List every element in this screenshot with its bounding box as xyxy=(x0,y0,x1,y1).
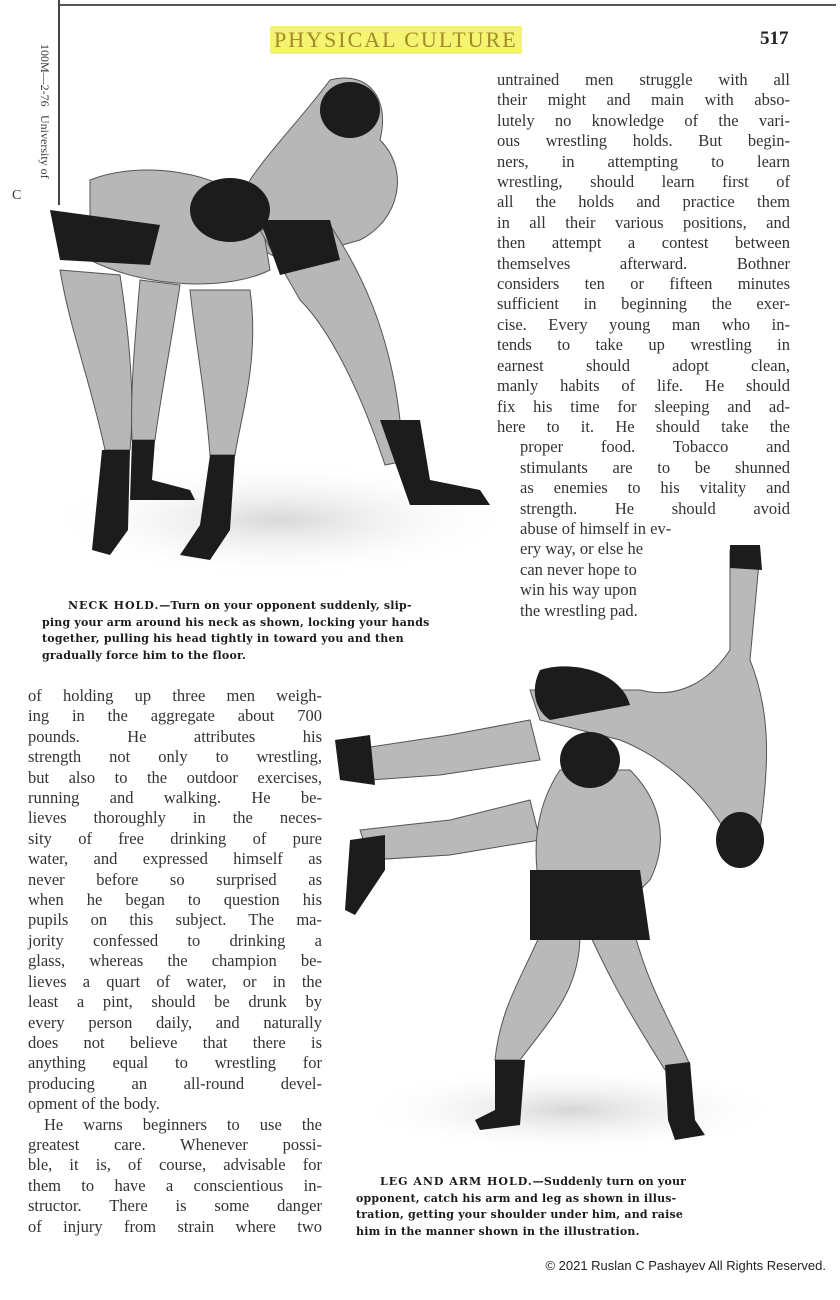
article-line: jority confessed to drinking a xyxy=(28,930,322,950)
article-line: abuse of himself in ev- xyxy=(520,518,672,538)
article-line: tends to take up wrestling in xyxy=(497,335,790,355)
article-line: as enemies to his vitality and xyxy=(520,478,790,498)
neck-hold-caption-heading: NECK HOLD. xyxy=(68,599,160,612)
article-line: does not believe that there is xyxy=(28,1032,322,1052)
copyright-notice: © 2021 Ruslan C Pashayev All Rights Reserved. xyxy=(545,1258,826,1273)
caption-line: —Suddenly turn on your xyxy=(532,1175,687,1188)
article-line: ous wrestling holds. But begin- xyxy=(497,131,790,151)
article-line: never before so surprised as xyxy=(28,869,322,889)
leg-and-arm-hold-caption-heading: LEG AND ARM HOLD. xyxy=(380,1175,533,1188)
spine-code: 100M—2-76 xyxy=(38,44,52,107)
article-line: stimulants are to be shunned xyxy=(520,457,790,477)
article-line: but also to the outdoor exercises, xyxy=(28,767,322,787)
article-line: when he began to question his xyxy=(28,890,322,910)
article-line: ing in the aggregate about 700 xyxy=(28,706,322,726)
article-line: producing an all-round devel- xyxy=(28,1073,322,1093)
page-number: 517 xyxy=(760,28,789,49)
article-line: their might and main with abso- xyxy=(497,90,790,110)
leg-and-arm-hold-caption xyxy=(356,1174,786,1240)
article-line: He warns beginners to use the xyxy=(44,1114,322,1134)
article-line: here to it. He should take the xyxy=(497,416,790,436)
caption-line: opponent, catch his arm and leg as shown in illus- xyxy=(356,1191,677,1205)
article-line: the wrestling pad. xyxy=(520,600,638,620)
article-column-top-right xyxy=(497,70,790,621)
article-line: earnest should adopt clean, xyxy=(497,355,790,375)
caption-line: ping your arm around his neck as shown, locking your hands xyxy=(42,615,430,629)
article-line: proper food. Tobacco and xyxy=(520,437,790,457)
article-line: then attempt a contest between xyxy=(497,233,790,253)
page-top-rule xyxy=(60,4,836,6)
article-line: greatest care. Whenever possi- xyxy=(28,1134,322,1154)
article-line: every person daily, and naturally xyxy=(28,1012,322,1032)
article-line: ners, in attempting to learn xyxy=(497,151,790,171)
article-line: lieves a quart of water, or in the xyxy=(28,971,322,991)
article-line: considers ten or fifteen minutes xyxy=(497,274,790,294)
article-line: pounds. He attributes his xyxy=(28,726,322,746)
article-line: untrained men struggle with all xyxy=(497,70,790,89)
leg-and-arm-hold-photo xyxy=(330,540,790,1160)
article-line: of holding up three men weigh- xyxy=(28,686,322,705)
article-line: strength. He should avoid xyxy=(520,498,790,518)
caption-line: him in the manner shown in the illustration. xyxy=(356,1224,640,1238)
article-column-bottom-left xyxy=(28,686,322,1237)
caption-line: gradually force him to the floor. xyxy=(42,648,246,662)
article-line: strength not only to wrestling, xyxy=(28,747,322,767)
article-line: lutely no knowledge of the vari- xyxy=(497,110,790,130)
article-line: ery way, or else he xyxy=(520,539,644,559)
caption-line: —Turn on your opponent suddenly, slip- xyxy=(159,599,412,612)
article-line: all the holds and practice them xyxy=(497,192,790,212)
article-line: lieves thoroughly in the neces- xyxy=(28,808,322,828)
article-line: fix his time for sleeping and ad- xyxy=(497,396,790,416)
article-line: them to have a conscientious in- xyxy=(28,1175,322,1195)
article-line: least a pint, should be drunk by xyxy=(28,992,322,1012)
article-line: running and walking. He be- xyxy=(28,788,322,808)
spine-label: University of xyxy=(38,114,52,179)
article-line: wrestling, should learn first of xyxy=(497,172,790,192)
article-line: glass, whereas the champion be- xyxy=(28,951,322,971)
article-line: sufficient in beginning the exer- xyxy=(497,294,790,314)
article-line: can never hope to xyxy=(520,559,637,579)
spine-mark: C xyxy=(12,188,22,203)
article-line: opment of the body. xyxy=(28,1094,160,1114)
article-line: pupils on this subject. The ma- xyxy=(28,910,322,930)
article-line: cise. Every young man who in- xyxy=(497,314,790,334)
caption-line: together, pulling his head tightly in toward you and then xyxy=(42,632,404,645)
neck-hold-photo xyxy=(30,60,510,580)
article-line: of injury from strain where two xyxy=(28,1216,322,1236)
article-line: win his way upon xyxy=(520,580,637,600)
article-line: ble, it is, of course, advisable for xyxy=(28,1155,322,1175)
article-line: anything equal to wrestling for xyxy=(28,1053,322,1073)
running-head-title: PHYSICAL CULTURE xyxy=(270,26,522,54)
article-line: structor. There is some danger xyxy=(28,1196,322,1216)
article-line: themselves afterward. Bothner xyxy=(497,253,790,273)
article-line: manly habits of life. He should xyxy=(497,376,790,396)
article-line: water, and expressed himself as xyxy=(28,849,322,869)
article-line: in all their various positions, and xyxy=(497,212,790,232)
article-line: sity of free drinking of pure xyxy=(28,828,322,848)
caption-line: tration, getting your shoulder under him, and raise xyxy=(356,1208,684,1221)
